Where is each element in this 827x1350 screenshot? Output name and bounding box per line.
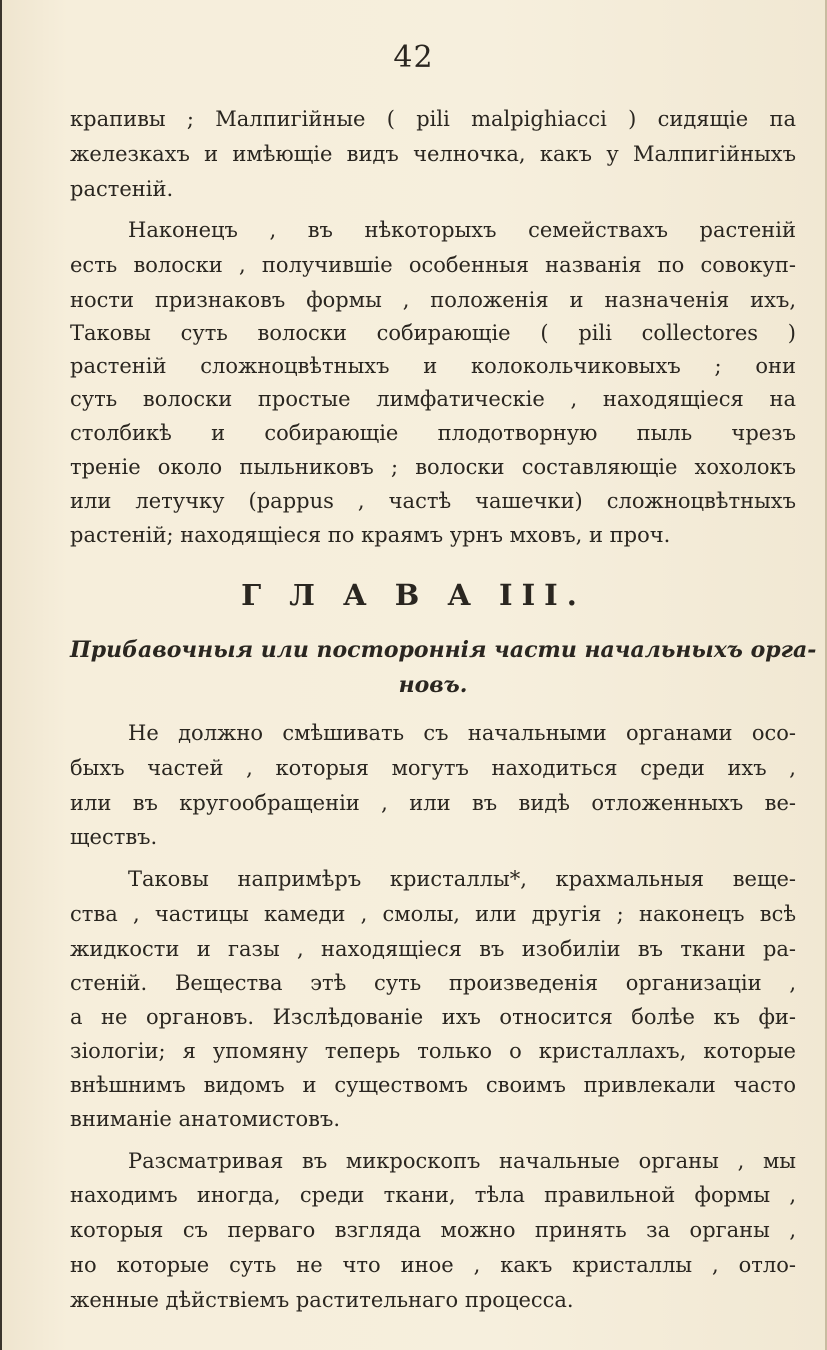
paragraph-5-line-5: женные дѣйствіемъ растительнаго процесса. — [70, 1288, 574, 1312]
paragraph-2-line-9: или летучку (pappus , частѣ чашечки) сложноцвѣтныхъ — [70, 489, 796, 513]
paragraph-3-line-1: Не должно смѣшивать съ начальными органами осо- — [128, 721, 796, 745]
paragraph-2-line-7: столбикѣ и собирающіе плодотворную пыль чрезъ — [70, 421, 796, 445]
paragraph-3-line-4: ществъ. — [70, 825, 158, 849]
chapter-title: Г Л А В А III. — [241, 578, 586, 612]
paragraph-4-line-8: вниманіе анатомистовъ. — [70, 1107, 340, 1131]
chapter-subheading-line-1: Прибавочныя или постороннія части начальныхъ орга- — [70, 637, 817, 663]
paragraph-5-line-4: но которые суть не что иное , какъ кристаллы , отло- — [70, 1253, 796, 1277]
paragraph-5-line-2: находимъ иногда, среди ткани, тѣла правильной формы , — [70, 1183, 796, 1207]
paragraph-4-line-6: зіологіи; я упомяну теперь только о кристаллахъ, которые — [70, 1039, 796, 1063]
paragraph-4-line-3: жидкости и газы , находящіеся въ изобиліи въ ткани ра- — [70, 937, 796, 961]
paragraph-2-line-1: Наконецъ , въ нѣкоторыхъ семействахъ растеній — [128, 218, 796, 242]
paragraph-1-line-2: железкахъ и имѣющіе видъ челночка, какъ у Малпигійныхъ — [70, 142, 796, 166]
chapter-subheading-line-2: новъ. — [398, 672, 468, 698]
paragraph-2-line-5: растеній сложноцвѣтныхъ и колокольчиковыхъ ; они — [70, 354, 796, 378]
paragraph-4-line-4: стеній. Вещества этѣ суть произведенія организаціи , — [70, 971, 796, 995]
paragraph-3-line-2: быхъ частей , которыя могутъ находиться среди ихъ , — [70, 756, 796, 780]
paragraph-1-line-1: крапивы ; Малпигійные ( pili malpighiacci ) сидящіе па — [70, 107, 796, 131]
paragraph-2-line-6: суть волоски простые лимфатическіе , находящіеся на — [70, 387, 796, 411]
paragraph-2-line-4: Таковы суть волоски собирающіе ( pili collectores ) — [70, 321, 796, 345]
paragraph-2-line-10: растеній; находящіеся по краямъ урнъ мховъ, и проч. — [70, 523, 671, 547]
paragraph-1-line-3: растеній. — [70, 177, 174, 201]
paragraph-4-line-5: а не органовъ. Изслѣдованіе ихъ относится болѣе къ фи- — [70, 1005, 796, 1029]
paragraph-5-line-1: Разсматривая въ микроскопъ начальные органы , мы — [128, 1149, 796, 1173]
paragraph-4-line-1: Таковы напримѣръ кристаллы*, крахмальныя веще- — [128, 867, 796, 891]
paragraph-4-line-2: ства , частицы камеди , смолы, или другія ; наконецъ всѣ — [70, 902, 796, 926]
paragraph-2-line-8: треніе около пыльниковъ ; волоски составляющіе хохолокъ — [70, 455, 796, 479]
paragraph-5-line-3: которыя съ перваго взгляда можно принять за органы , — [70, 1218, 796, 1242]
paragraph-3-line-3: или въ кругообращеніи , или въ видѣ отложенныхъ ве- — [70, 791, 796, 815]
page-number: 42 — [393, 40, 434, 75]
paragraph-2-line-2: есть волоски , получившіе особенныя названія по совокуп- — [70, 253, 796, 277]
paragraph-2-line-3: ности признаковъ формы , положенія и назначенія ихъ, — [70, 288, 796, 312]
paragraph-4-line-7: внѣшнимъ видомъ и существомъ своимъ привлекали часто — [70, 1073, 796, 1097]
